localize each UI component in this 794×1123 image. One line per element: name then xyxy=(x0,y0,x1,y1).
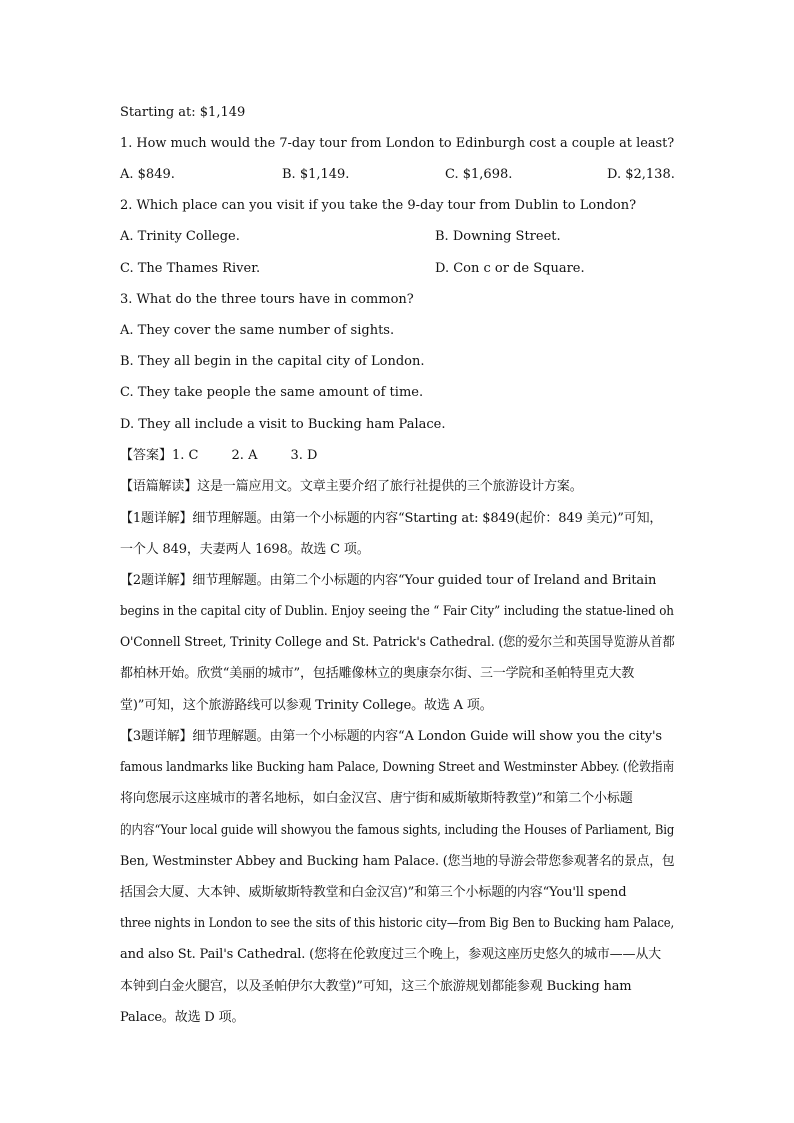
explanation-2-line: begins in the capital city of Dublin. Enjoy seeing the “ Fair City” including the statue-lined oh xyxy=(120,604,674,619)
q2-option-c: C. The Thames River. xyxy=(120,261,261,276)
q3-option-b: B. They all begin in the capital city of London. xyxy=(120,354,425,369)
explanation-3-line: 【3题详解】细节理解题。由第一个小标题的内容“A London Guide will show you the city's xyxy=(120,729,662,744)
explanation-3-line: and also St. Pail's Cathedral. (您将在伦敦度过三个晚上，参观这座历史悠久的城市——从大 xyxy=(120,947,662,962)
q2-option-d: D. Con c or de Square. xyxy=(435,261,585,276)
answer-line: 【答案】1. C 2. A 3. D xyxy=(120,448,318,463)
question-2-stem: 2. Which place can you visit if you take the 9-day tour from Dublin to London? xyxy=(120,198,637,213)
explanation-3-line: 的内容“Your local guide will showyou the famous sights, including the Houses of Parliament, Big xyxy=(120,823,675,838)
question-1-stem: 1. How much would the 7-day tour from London to Edinburgh cost a couple at least? xyxy=(120,136,675,151)
starting-price: Starting at: $1,149 xyxy=(120,105,246,120)
explanation-2-line: O'Connell Street, Trinity College and St. Patrick's Cathedral. (您的爱尔兰和英国导览游从首都 xyxy=(120,635,675,650)
explanation-2-line: 都柏林开始。欣赏“美丽的城市”，包括雕像林立的奥康奈尔街、三一学院和圣帕特里克大教 xyxy=(120,666,635,681)
explanation-3-line: 括国会大厦、大本钟、威斯敏斯特教堂和白金汉宫)”和第三个小标题的内容“You'll spend xyxy=(120,885,627,900)
q3-option-a: A. They cover the same number of sights. xyxy=(120,323,395,338)
explanation-2-line: 【2题详解】细节理解题。由第二个小标题的内容“Your guided tour of Ireland and Britain xyxy=(120,573,657,588)
explanation-3-line: Palace。故选 D 项。 xyxy=(120,1010,245,1025)
explanation-1-line: 【1题详解】细节理解题。由第一个小标题的内容“Starting at: $849(起价：849 美元)”可知， xyxy=(120,511,663,526)
q2-option-b: B. Downing Street. xyxy=(435,229,561,244)
passage-analysis: 【语篇解读】这是一篇应用文。文章主要介绍了旅行社提供的三个旅游设计方案。 xyxy=(120,479,583,494)
explanation-3-line: Ben, Westminster Abbey and Bucking ham Palace. (您当地的导游会带您参观著名的景点，包 xyxy=(120,854,675,869)
q1-option-c: C. $1,698. xyxy=(445,167,513,182)
explanation-2-line: 堂)”可知，这个旅游路线可以参观 Trinity College。故选 A 项。 xyxy=(120,698,493,713)
q2-option-a: A. Trinity College. xyxy=(120,229,240,244)
question-3-stem: 3. What do the three tours have in common? xyxy=(120,292,414,307)
q3-option-c: C. They take people the same amount of time. xyxy=(120,385,424,400)
explanation-3-line: 本钟到白金火腿宫，以及圣帕伊尔大教堂)”可知，这三个旅游规划都能参观 Bucking ham xyxy=(120,979,632,994)
q1-option-b: B. $1,149. xyxy=(282,167,350,182)
explanation-1-line: 一个人 849，夫妻两人 1698。故选 C 项。 xyxy=(120,542,370,557)
explanation-3-line: famous landmarks like Bucking ham Palace, Downing Street and Westminster Abbey. (伦敦指南 xyxy=(120,760,675,775)
q1-option-d: D. $2,138. xyxy=(607,167,675,182)
explanation-3-line: 将向您展示这座城市的著名地标，如白金汉宫、唐宁街和威斯敏斯特教堂)”和第二个小标题 xyxy=(120,791,633,806)
q1-option-a: A. $849. xyxy=(120,167,175,182)
explanation-3-line: three nights in London to see the sits of this historic city—from Big Ben to Bucking ham Palace, xyxy=(120,916,675,931)
q3-option-d: D. They all include a visit to Bucking ham Palace. xyxy=(120,417,446,432)
